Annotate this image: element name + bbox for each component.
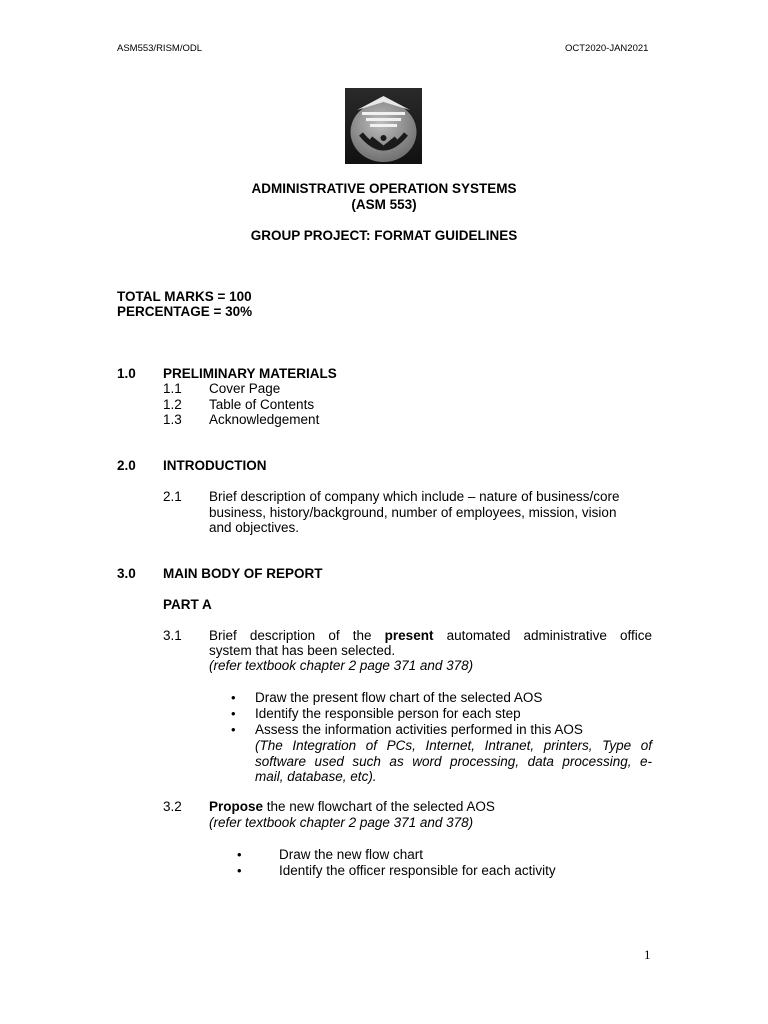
item-2-1-line-1: Brief description of company which include – nature of business/core xyxy=(209,489,620,504)
item-2-1-number: 2.1 xyxy=(163,489,182,504)
item-3-2-line-1: Propose the new flowchart of the selected AOS xyxy=(209,799,495,814)
item-2-1-line-2: business, history/background, number of employees, mission, vision xyxy=(209,505,617,520)
item-3-1-bullet-1: Draw the present flow chart of the selected AOS xyxy=(255,690,543,705)
total-marks: TOTAL MARKS = 100 xyxy=(117,289,252,304)
bullet-icon: • xyxy=(237,863,242,878)
header-left: ASM553/RISM/ODL xyxy=(117,43,202,54)
page-number: 1 xyxy=(644,947,651,962)
item-3-2-number: 3.2 xyxy=(163,799,182,814)
item-1-3-text: Acknowledgement xyxy=(209,412,320,427)
item-1-2-number: 1.2 xyxy=(163,397,182,412)
project-title: GROUP PROJECT: FORMAT GUIDELINES xyxy=(250,228,518,243)
bullet-icon: • xyxy=(231,690,236,705)
bullet-icon: • xyxy=(231,722,236,737)
part-a-heading: PART A xyxy=(163,597,212,612)
bullet-icon: • xyxy=(231,706,236,721)
percentage: PERCENTAGE = 30% xyxy=(117,304,253,319)
item-1-3-number: 1.3 xyxy=(163,412,182,427)
item-1-1-text: Cover Page xyxy=(209,381,281,396)
item-3-2-bullet-2: Identify the officer responsible for each activity xyxy=(279,863,556,878)
course-title: ADMINISTRATIVE OPERATION SYSTEMS xyxy=(251,181,517,196)
item-3-1-note-line-3: mail, database, etc). xyxy=(255,769,377,784)
section-2-title: INTRODUCTION xyxy=(163,458,267,473)
section-1-number: 1.0 xyxy=(117,366,136,381)
item-2-1-line-3: and objectives. xyxy=(209,520,300,535)
present-emphasis: present xyxy=(384,628,434,643)
section-1-title: PRELIMINARY MATERIALS xyxy=(163,366,337,381)
item-3-1-bullet-2: Identify the responsible person for each step xyxy=(255,706,521,721)
item-3-1-bullet-3: Assess the information activities performed in this AOS xyxy=(255,722,583,737)
bullet-icon: • xyxy=(237,847,242,862)
item-3-1-note-line-2: software used such as word processing, data processing, e- xyxy=(255,754,652,769)
item-3-1-reference: (refer textbook chapter 2 page 371 and 378) xyxy=(209,658,474,673)
section-3-title: MAIN BODY OF REPORT xyxy=(163,566,323,581)
item-3-2-bullet-1: Draw the new flow chart xyxy=(279,847,424,862)
propose-emphasis: Propose xyxy=(209,799,264,814)
item-1-1-number: 1.1 xyxy=(163,381,182,396)
section-3-number: 3.0 xyxy=(117,566,136,581)
course-code: (ASM 553) xyxy=(351,197,417,212)
item-3-1-line-1: Brief description of the present automated administrative office xyxy=(209,628,652,643)
item-3-1-number: 3.1 xyxy=(163,628,182,643)
item-3-1-line-2: system that has been selected. xyxy=(209,643,396,658)
item-3-1-note-line-1: (The Integration of PCs, Internet, Intranet, printers, Type of xyxy=(255,738,652,753)
university-crest-logo xyxy=(345,88,422,164)
section-2-number: 2.0 xyxy=(117,458,136,473)
item-1-2-text: Table of Contents xyxy=(209,397,315,412)
header-right: OCT2020-JAN2021 xyxy=(565,43,649,54)
item-3-2-reference: (refer textbook chapter 2 page 371 and 378) xyxy=(209,815,474,830)
